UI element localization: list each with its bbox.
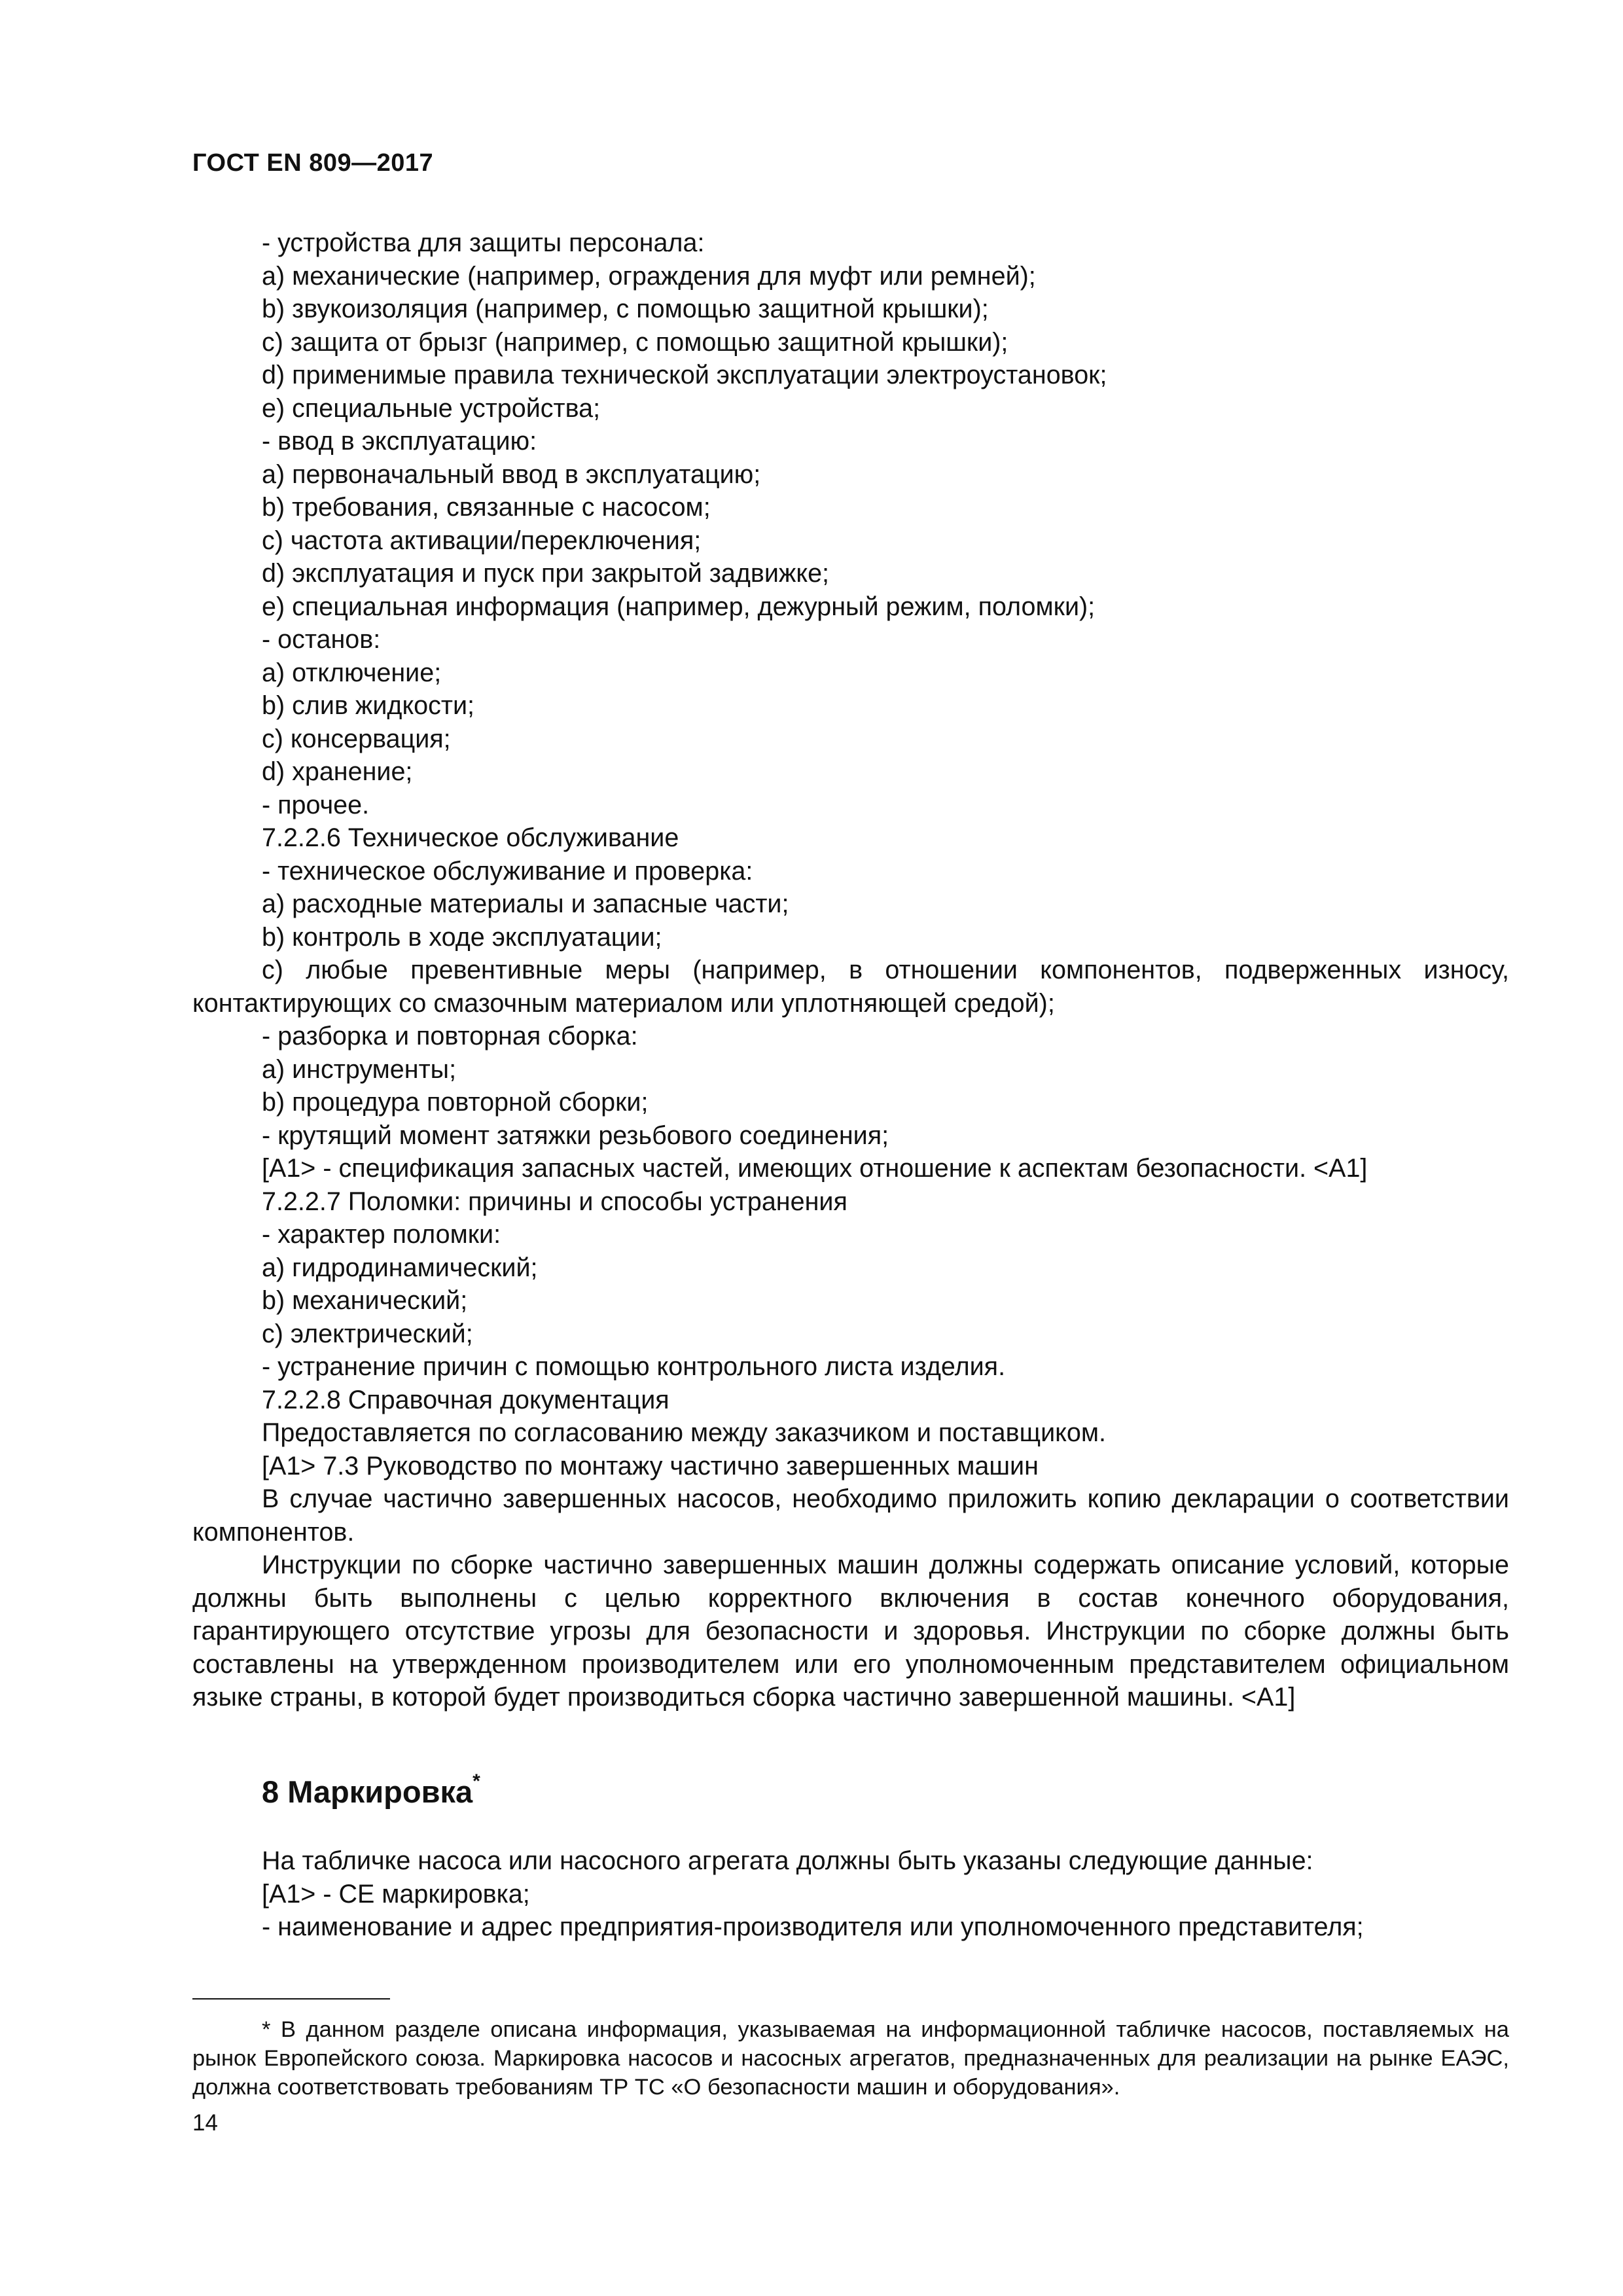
list-item: a) инструменты; xyxy=(262,1054,457,1084)
section-8-body xyxy=(192,1844,1509,1944)
subsection-heading-7-2-2-6: 7.2.2.6 Техническое обслуживание xyxy=(262,823,679,852)
list-item: b) контроль в ходе эксплуатации; xyxy=(262,922,662,952)
footnote-separator xyxy=(192,1998,390,2000)
list-item: [А1> - спецификация запасных частей, имеющих отношение к аспектам безопасности. <А1] xyxy=(262,1154,1368,1183)
list-item: - прочее. xyxy=(262,790,370,819)
list-item: [А1> - СЕ маркировка; xyxy=(262,1879,530,1909)
document-code-header: ГОСТ EN 809—2017 xyxy=(192,149,434,177)
list-item: b) механический; xyxy=(262,1286,468,1315)
list-item: d) применимые правила технической эксплуатации электроустановок; xyxy=(262,361,1107,389)
subsection-heading-7-3: [А1> 7.3 Руководство по монтажу частично завершенных машин xyxy=(262,1451,1039,1480)
list-item: - устранение причин с помощью контрольного листа изделия. xyxy=(262,1352,1006,1381)
list-item: - техническое обслуживание и проверка: xyxy=(262,856,753,886)
list-item: b) звукоизоляция (например, с помощью защитной крышки); xyxy=(262,295,989,323)
body-text xyxy=(192,226,1509,1714)
list-item: Предоставляется по согласованию между заказчиком и поставщиком. xyxy=(262,1418,1106,1447)
list-item: b) процедура повторной сборки; xyxy=(262,1088,649,1117)
footnote-marker: * xyxy=(473,1770,480,1793)
paragraph-partial-pumps: В случае частично завершенных насосов, необходимо приложить копию декларации о соответствии компонентов. xyxy=(192,1484,1509,1547)
section-heading-8 xyxy=(262,1770,480,1810)
list-item: - устройства для защиты персонала: xyxy=(262,228,705,257)
list-item: d) хранение; xyxy=(262,757,413,786)
footnote-text: * В данном разделе описана информация, указываемая на информационной табличке насосов, поставляемых на рынок Европейского союза. Маркировка насосов и насосных агрегатов, предназначенных для реализации на рынке ЕАЭС, должна соответствовать требованиям ТР ТС «О безопасности машин и оборудования». xyxy=(192,2017,1509,2100)
list-item: c) защита от брызг (например, с помощью защитной крышки); xyxy=(262,327,1008,357)
subsection-heading-7-2-2-7: 7.2.2.7 Поломки: причины и способы устранения xyxy=(262,1187,847,1216)
list-item: - ввод в эксплуатацию: xyxy=(262,427,537,456)
list-item: a) расходные материалы и запасные части; xyxy=(262,889,789,918)
list-item: c) консервация; xyxy=(262,724,451,753)
list-item: a) механические (например, ограждения для муфт или ремней); xyxy=(262,261,1036,291)
page-number: 14 xyxy=(192,2110,218,2136)
list-item: a) отключение; xyxy=(262,658,442,687)
list-item: - наименование и адрес предприятия-производителя или уполномоченного представителя; xyxy=(262,1912,1364,1941)
list-item: e) специальные устройства; xyxy=(262,393,601,423)
list-item: На табличке насоса или насосного агрегата должны быть указаны следующие данные: xyxy=(262,1846,1313,1875)
subsection-heading-7-2-2-8: 7.2.2.8 Справочная документация xyxy=(262,1385,669,1414)
list-item: d) эксплуатация и пуск при закрытой задвижке; xyxy=(262,559,830,588)
list-item: a) первоначальный ввод в эксплуатацию; xyxy=(262,459,761,489)
list-item: b) слив жидкости; xyxy=(262,691,475,720)
list-item: - характер поломки: xyxy=(262,1220,501,1249)
list-item: c) электрический; xyxy=(262,1319,473,1348)
list-item: - разборка и повторная сборка: xyxy=(262,1022,638,1050)
list-item: c) частота активации/переключения; xyxy=(262,526,702,555)
list-item: - крутящий момент затяжки резьбового соединения; xyxy=(262,1121,889,1150)
section-title-text: 8 Маркировка xyxy=(262,1774,473,1809)
paragraph-assembly-instructions: Инструкции по сборке частично завершенных машин должны содержать описание условий, которые должны быть выполнены с целью корректного включения в состав конечного оборудования, гарантирующего отсутствие угрозы для безопасности и здоровья. Инструкции по сборке должны быть составлены на утвержденном производителем или его уполномоченным представителем официальном языке страны, в которой будет производиться сборка частично завершенной машины. <А1] xyxy=(192,1551,1509,1712)
paragraph-preventive-measures: c) любые превентивные меры (например, в отношении компонентов, подверженных износу, контактирующих со смазочным материалом или уплотняющей средой); xyxy=(192,956,1509,1018)
list-item: - останов: xyxy=(262,625,381,654)
list-item: a) гидродинамический; xyxy=(262,1253,538,1282)
list-item: b) требования, связанные с насосом; xyxy=(262,493,711,522)
footnote xyxy=(192,2015,1509,2102)
list-item: e) специальная информация (например, дежурный режим, поломки); xyxy=(262,592,1096,621)
